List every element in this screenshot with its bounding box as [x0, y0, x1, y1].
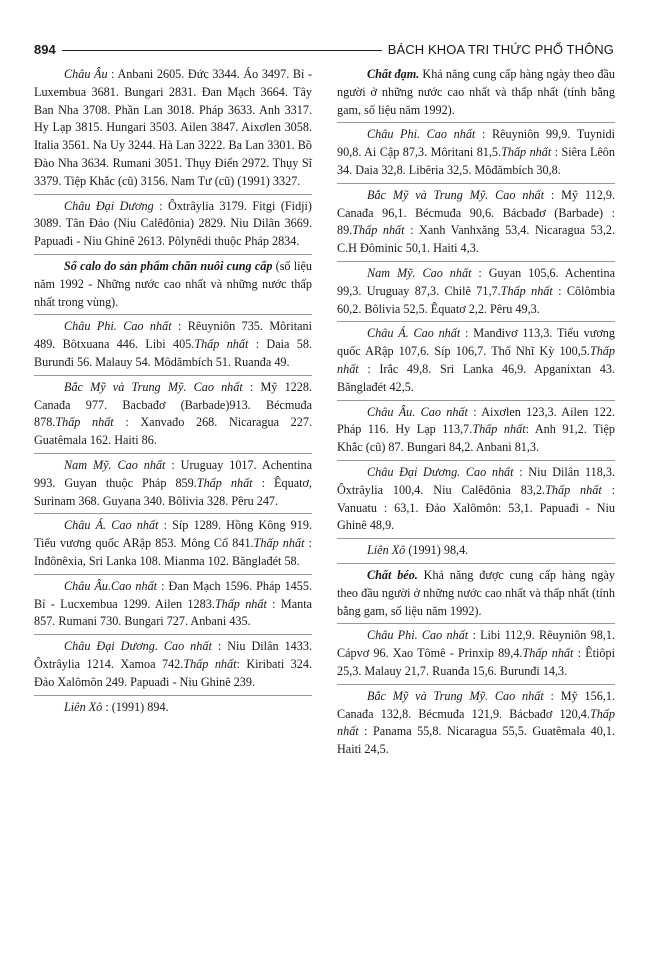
region-paragraph	[337, 325, 615, 396]
paragraph-text: : Êquatơ, Surinam 368. Guyana 340. Bôlivia 328. Pêru 247.	[34, 475, 312, 508]
paragraph-text: : Manđivơ 113,3. Tiểu vương quốc ARập 107,6. Síp 106,7. Thổ Nhĩ Kỳ 100,5.	[337, 326, 615, 359]
paragraph-text: : Síp 1289. Hồng Kông 919. Tiểu vương quốc ARập 853. Mông Cổ 841.	[34, 518, 312, 551]
lowest-label: Thấp nhất	[545, 482, 602, 497]
region-label: Châu Âu	[64, 67, 108, 81]
paragraph-text: : Mỹ 1228. Canađa 977. Bacbađơ (Barbade)913. Bécmuđa 878.	[34, 379, 312, 430]
lowest-label: Thấp nhất	[500, 283, 553, 298]
paragraph-text: : Libi 112,9. Rêuyniôn 98,1. Cápvơ 96. Xao Tômê - Prinxip 89,4.	[337, 628, 615, 661]
paragraph-divider	[34, 375, 312, 376]
region-label: Bắc Mỹ và Trung Mỹ. Cao nhất	[367, 187, 545, 202]
paragraph-text: : Đan Mạch 1596. Pháp 1455. Bỉ - Lucxembua 1299. Ailen 1283.	[34, 578, 312, 611]
region-label: Châu Phi. Cao nhất	[64, 319, 172, 334]
paragraph-divider	[34, 574, 312, 575]
paragraph-divider	[34, 314, 312, 315]
region-label: Châu Phi. Cao nhất	[367, 628, 469, 643]
region-label: Bắc Mỹ và Trung Mỹ. Cao nhất	[64, 379, 243, 394]
paragraph-text: : Ôxtrâylia 3179. Fitgi (Fidji) 3089. Tân Đảo (Niu Calêđônia) 2829. Niu Dilân 3669. Papuađi - Niu Ghinê 2613. Pôlynêdi thuộc Pháp 2834.	[34, 198, 312, 249]
section-heading: Chất béo.	[367, 567, 418, 582]
region-label: Châu Đại Dương. Cao nhất	[64, 639, 212, 654]
paragraph-text: : Vanuatu : 63,1. Đảo Xalômôn: 53,1. Papuađi - Niu Ghinê 48,9.	[337, 482, 616, 533]
region-label: Nam Mỹ. Cao nhất	[367, 265, 472, 280]
region-paragraph	[34, 457, 312, 510]
region-paragraph	[34, 66, 312, 191]
paragraph-text: (1991) 98,4.	[405, 543, 469, 558]
paragraph-divider	[34, 634, 312, 635]
paragraph-text: Khả năng được cung cấp hàng ngày theo đầu người ở những nước cao nhất và thấp nhất (tính bằng gam, số liệu năm 1992).	[337, 567, 615, 618]
paragraph-divider	[337, 684, 615, 685]
paragraph-text: Khả năng cung cấp hàng ngày theo đầu người ở những nước cao nhất và thấp nhất (tính bằng gam, số liệu năm 1992).	[337, 67, 615, 117]
region-paragraph	[337, 627, 615, 680]
region-paragraph	[337, 126, 615, 179]
paragraph-text: : Niu Dilân 1433. Ôxtrâylia 1214. Xamoa 742.	[34, 639, 312, 671]
paragraph-divider	[34, 254, 312, 255]
paragraph-text: : Siêra Lêôn 34. Daia 32,8. Libêria 32,5. Môđămbích 30,8.	[337, 145, 615, 177]
region-label: Châu Á. Cao nhất	[64, 518, 159, 533]
paragraph-text: : Rêuyniôn 99,9. Tuynidi 90,8. Ai Cập 87,3. Môritani 81,5.	[337, 127, 615, 160]
lowest-label: Thấp nhất	[253, 536, 305, 551]
region-paragraph	[34, 699, 312, 717]
paragraph-divider	[337, 183, 615, 184]
region-label: Liên Xô	[367, 543, 406, 558]
page-header	[34, 38, 614, 60]
section-heading: Số calo do sản phẩm chăn nuôi cung cấp	[64, 258, 273, 273]
region-paragraph	[34, 638, 312, 691]
header-rule	[62, 50, 382, 51]
paragraph-text: : Rêuyniôn 735. Môritani 489. Bôtxuana 446. Libi 405.	[34, 319, 312, 352]
region-label: Châu Âu.Cao nhất	[64, 578, 158, 593]
region-label: Bắc Mỹ và Trung Mỹ. Cao nhất	[367, 688, 544, 703]
paragraph-text: : Niu Dilân 118,3. Ôxtrâylia 100,4. Niu Calêđônia 83,2.	[337, 464, 615, 497]
region-paragraph	[34, 578, 312, 631]
paragraph-text: (số liệu năm 1992 - Những nước cao nhất và những nước thấp nhất trong vùng).	[34, 258, 313, 309]
lowest-label: Thấp nhất	[522, 646, 574, 661]
section-paragraph	[337, 567, 615, 620]
section-paragraph	[337, 66, 615, 119]
paragraph-divider	[34, 453, 312, 454]
region-paragraph	[337, 265, 615, 318]
lowest-label: Thấp nhất	[183, 656, 237, 671]
paragraph-text: : Kiribati 324. Đảo Xalômôn 249. Papuađi - Niu Ghinê 239.	[34, 656, 313, 689]
region-paragraph	[34, 379, 312, 450]
left-column	[34, 66, 312, 717]
lowest-label: Thấp nhất	[352, 223, 405, 238]
paragraph-divider	[337, 623, 615, 624]
paragraph-text: : Inđônêxia, Sri Lanka 108. Mianma 102. Bănglađét 58.	[34, 536, 312, 568]
region-label: Châu Đại Dương. Cao nhất	[367, 464, 514, 479]
region-paragraph	[337, 187, 615, 258]
running-title: BÁCH KHOA TRI THỨC PHỔ THÔNG	[387, 41, 614, 57]
paragraph-text: : Xanh Vanhxăng 53,4. Nicaragua 53,2. C.H Đôminic 50,1. Haiti 4,3.	[337, 223, 616, 256]
region-label: Châu Phi. Cao nhất	[367, 127, 476, 142]
lowest-label: Thấp nhất	[55, 415, 114, 430]
region-label: Liên Xô	[64, 699, 103, 714]
paragraph-divider	[337, 538, 615, 539]
paragraph-text: : Anh 91,2. Tiệp Khắc (cũ) 87. Bungari 84,2. Anbani 81,3.	[337, 422, 616, 455]
region-paragraph	[34, 517, 312, 570]
lowest-label: Thấp nhất	[196, 475, 253, 490]
region-paragraph	[337, 464, 615, 535]
region-paragraph	[34, 318, 312, 371]
paragraph-text: : Aixơlen 123,3. Ailen 122. Pháp 116. Hy Lạp 113,7.	[337, 404, 616, 437]
paragraph-text: : Xanvađo 268. Nicaragua 227. Guatêmala 162. Haiti 86.	[34, 415, 313, 448]
paragraph-text: : Côlômbia 60,2. Bôlivia 52,5. Êquatơ 2,2. Pêru 49,3.	[337, 283, 615, 316]
lowest-label: Thấp nhất	[472, 422, 526, 437]
paragraph-text: : Anbani 2605. Đức 3344. Áo 3497. Bỉ - Luxembua 3681. Bungari 2831. Đan Mạch 3664. Tây Ban Nha 3708. Phần Lan 3018. Pháp 3633. Anh 3317. Hy Lạp 3815. Hungari 3503. Ailen 3847. Aixơlen 3058. Italia 3561. Na Uy 3244. Hà Lan 3222. Ba Lan 3301. Bồ Đào Nha 3634. Rumani 3051. Thụy Điển 2972. Thụy Sĩ 3379. Tiệp Khắc (cũ) 3156. Nam Tư (cũ) (1991) 3327.	[34, 67, 312, 188]
paragraph-text: : Mỹ 156,1. Canađa 132,8. Bécmuđa 121,9. Bácbađơ 120,4.	[337, 688, 615, 721]
lowest-label: Thấp nhất	[214, 596, 267, 611]
paragraph-divider	[337, 321, 615, 322]
paragraph-text: : Panama 55,8. Nicaragua 55,5. Guatêmala 40,1. Haiti 24,5.	[337, 724, 615, 757]
paragraph-divider	[34, 513, 312, 514]
paragraph-text: : Daia 58. Burunđi 56. Malauy 54. Môdămbích 51. Ruanđa 49.	[34, 337, 312, 369]
paragraph-text: : Êtiôpi 25,3. Malauy 21,7. Ruanđa 15,6. Burunđi 14,3.	[337, 646, 615, 678]
region-label: Châu Âu. Cao nhất	[367, 404, 468, 419]
lowest-label: Thấp nhất	[337, 706, 615, 739]
lowest-label: Thấp nhất	[501, 145, 552, 160]
region-paragraph	[337, 542, 615, 560]
paragraph-text: : (1991) 894.	[102, 699, 169, 714]
paragraph-text: : Uruguay 1017. Achentina 993. Guyan thuộc Pháp 859.	[34, 457, 312, 490]
region-label: Châu Đại Dương	[64, 198, 154, 213]
region-label: Châu Á. Cao nhất	[367, 326, 461, 341]
section-heading: Chất đạm.	[367, 67, 420, 81]
region-paragraph	[337, 404, 615, 457]
right-column	[337, 66, 615, 760]
paragraph-divider	[337, 261, 615, 262]
paragraph-text: : Irắc 49,8. Sri Lanka 46,9. Apganixtan 43. Bănglađét 42,5.	[337, 361, 615, 394]
paragraph-divider	[34, 194, 312, 195]
section-paragraph	[34, 258, 312, 311]
lowest-label: Thấp nhất	[194, 337, 249, 352]
region-label: Nam Mỹ. Cao nhất	[64, 457, 166, 472]
paragraph-text: : Manta 857. Rumani 730. Bungari 727. Anbani 435.	[34, 596, 312, 629]
paragraph-divider	[34, 695, 312, 696]
lowest-label: Thấp nhất	[337, 344, 615, 376]
paragraph-divider	[337, 400, 615, 401]
region-paragraph	[34, 198, 312, 251]
paragraph-divider	[337, 122, 615, 123]
paragraph-divider	[337, 563, 615, 564]
paragraph-text: : Guyan 105,6. Achentina 99,3. Uruguay 87,3. Chilê 71,7.	[337, 265, 615, 298]
paragraph-text: : Mỹ 112,9. Canađa 96,1. Bécmuđa 90,6. Bácbađơ (Barbade) : 89.	[337, 187, 615, 238]
region-paragraph	[337, 688, 615, 759]
page-number: 894	[34, 41, 56, 57]
paragraph-divider	[337, 460, 615, 461]
